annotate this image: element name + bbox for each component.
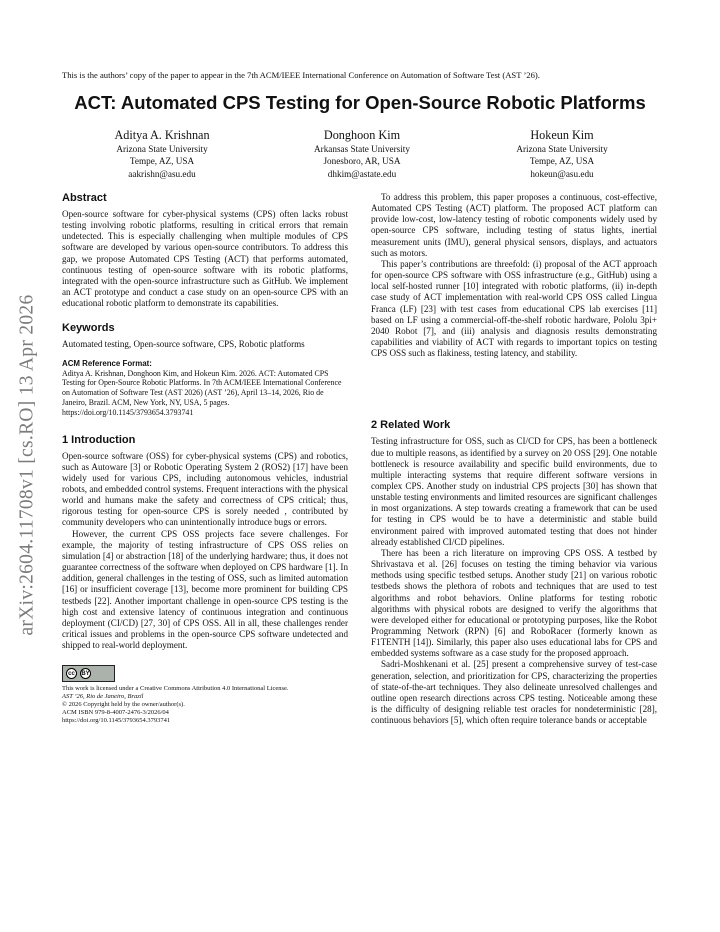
related-work-paragraph: There has been a rich literature on improving CPS OSS. A testbed by Shrivastava et al. [26] focuses on testing the timing behavior via various methods using specific testbed setups. Another study [21] on various robotic testbeds shows the plethora of robots and techniques that are used to test algorithms and robot behaviors. Online platforms for testing robotic algorithms with physical robots are designed to verify the algorithms that were developed either for educational or prototyping purposes, like the Robot Programming Network (RPN) [6] and RoboRacer (formerly known as F1TENTH [14]). Similarly, this paper also uses educational labs for CPS and embedded systems software as a case study for the proposed approach.: [371, 547, 657, 659]
right-column: [371, 192, 657, 726]
related-work-heading: 2 Related Work: [371, 419, 451, 432]
introduction-heading: 1 Introduction: [62, 433, 136, 446]
cc-by-license-icon[interactable]: [62, 665, 115, 682]
license-line: ACM ISBN 979-8-4007-2476-3/2026/04: [62, 709, 169, 717]
license-line: AST ’26, Rio de Janeiro, Brazil: [62, 693, 144, 701]
author-email: dhkim@astate.edu: [327, 168, 397, 179]
acm-reference-heading: ACM Reference Format:: [62, 358, 152, 368]
license-block: [62, 665, 348, 725]
related-work-paragraph: Sadri-Moshkenani et al. [25] present a comprehensive survey of test-case generation, selection, and prioritization for CPS, characterizing the properties of state-of-the-art techniques. They also delineate unresolved challenges and outline open research directions across CPS testing. Noticeable among these is the difficulty of designing reliable test oracles for nondeterministic [28], continuous behaviors [5], which often require tolerance bands or acceptable: [371, 659, 657, 726]
author-name: Hokeun Kim: [530, 128, 594, 142]
related-work-paragraph: Testing infrastructure for OSS, such as CI/CD for CPS, has been a bottleneck due to multiple reasons, as identified by a survey on 20 OSS [29]. One notable bottleneck is resource availability and specific build environments, due to multiple interacting systems that require different software versions in complex CPS. Another study on industrial CPS projects [30] has shown that unstable testing environments and limited resources are significant challenges in most organizations. A step towards creating a framework that can be used for testing in CPS would be to have a deterministic and stable build environment paired with improved automated testing that does not hinder already established CI/CD pipelines.: [371, 436, 657, 547]
author-affiliation: Arizona State University: [516, 144, 608, 154]
author-email: aakrishn@asu.edu: [128, 168, 196, 179]
paper-title: ACT: Automated CPS Testing for Open-Source Robotic Platforms: [74, 92, 646, 113]
abstract-text: Open-source software for cyber-physical systems (CPS) often lacks robust testing involving robotic platforms, resulting in critical errors that remain undetected. This is especially challenging when multiple modules of CPS software are developed by various open-source contributors. To address this gap, we propose Automated CPS Testing (ACT) that performs automated, continuous testing of open-source software with its robotic platforms, integrated with the open-source infrastructure such as GitHub. We implement an ACT prototype and conduct a case study on an open-source CPS with an educational robotic platform to demonstrate its capabilities.: [62, 209, 348, 309]
author-location: Tempe, AZ, USA: [129, 156, 195, 167]
author-location: Jonesboro, AR, USA: [323, 156, 401, 167]
keywords-heading: Keywords: [62, 322, 115, 335]
arxiv-stamp: [14, 255, 42, 675]
author-affiliation: Arizona State University: [116, 144, 208, 154]
author-location: Tempe, AZ, USA: [529, 156, 595, 167]
cc-icon: cc: [66, 668, 77, 679]
author-3: [462, 128, 662, 180]
author-name: Aditya A. Krishnan: [114, 128, 210, 142]
attribution-icon: BY: [80, 668, 91, 679]
license-line: This work is licensed under a Creative Commons Attribution 4.0 International License.: [62, 685, 289, 693]
keywords-text: Automated testing, Open-source software, CPS, Robotic platforms: [62, 339, 305, 350]
arxiv-stamp-text: arXiv:2604.11708v1 [cs.RO] 13 Apr 2026: [17, 294, 38, 636]
author-email: hokeun@asu.edu: [530, 168, 594, 179]
abstract-heading: Abstract: [62, 192, 107, 204]
introduction-paragraph: However, the current CPS OSS projects face severe challenges. For example, the majority of testing infrastructure of CPS OSS relies on simulation [4] or abstraction [18] of the underlying hardware; thus, it does not guarantee correctness of the software when deployed on CPS hardware [1]. In addition, general challenges in the testing of OSS, such as limited automation [16] or insufficient coverage [13], become more prominent for building CPS testbeds [22]. Another important challenge in open-source CPS testing is the high cost and extensive latency of continuous integration and continuous deployment (CI/CD) [27, 30] of CPS OSS. All in all, these challenges render critical issues and problems in the open-source CPS software undetected and shipped to real-world deployment.: [62, 528, 348, 651]
left-column: [62, 192, 348, 725]
introduction-paragraph: Open-source software (OSS) for cyber-physical systems (CPS) and robotics, such as Autoware [3] or Robotic Operating System 2 (ROS2) [17] have been widely used for various CPS, including autonomous vehicles, industrial robots, and embedded control systems. Frequent interactions with the physical world and humans make the safety and correctness of CPS critical; thus, rigorous testing for open-source CPS is sorely needed , contributed by community developers who can unintentionally introduce bugs or errors.: [62, 450, 348, 528]
author-block: [62, 128, 662, 180]
author-2: [262, 128, 462, 180]
body-paragraph: To address this problem, this paper proposes a continuous, cost-effective, Automated CPS Testing (ACT) platform. The proposed ACT platform can provide low-cost, low-latency testing of robotic components widely used by open-source CPS software, including testing of status lights, inertial measurement units (IMU), general physical sensors, displays, and actuators such as motors.: [371, 192, 657, 258]
author-1: [62, 128, 262, 180]
author-affiliation: Arkansas State University: [314, 144, 410, 154]
conference-notice: This is the authors’ copy of the paper to appear in the 7th ACM/IEEE International Conference on Automation of Software Test (AST ’26).: [62, 70, 540, 80]
license-line: © 2026 Copyright held by the owner/author(s).: [62, 701, 185, 709]
doi-link[interactable]: https://doi.org/10.1145/3793654.3793741: [62, 717, 171, 725]
acm-reference-text: Aditya A. Krishnan, Donghoon Kim, and Hokeun Kim. 2026. ACT: Automated CPS Testing for Open-Source Robotic Platforms. In 7th ACM/IEEE International Conference on Automation of Software Test (AST 2026) (AST ’26), April 13–14, 2026, Rio de Janeiro, Brazil. ACM, New York, NY, USA, 5 pages. https://doi.org/10.1145/3793654.3793741: [62, 368, 342, 417]
body-paragraph: This paper’s contributions are threefold: (i) proposal of the ACT approach for open-source CPS software with OSS infrastructure (e.g., GitHub) using a local self-hosted runner [10] integrated with robotic platforms, (ii) in-depth case study of ACT implementation with real-world CPS OSS called Lingua Franca (LF) [23] with test cases from educational CPS lab exercises [11] based on LF using a commercial-off-the-shelf robotic hardware, Pololu 3pi+ 2040 Robot [7], and (iii) analysis and diagnosis results demonstrating capabilities and viability of ACT with regards to important topics on testing CPS OSS such as flakiness, testing latency, and stability.: [371, 258, 657, 359]
author-name: Donghoon Kim: [323, 128, 401, 142]
